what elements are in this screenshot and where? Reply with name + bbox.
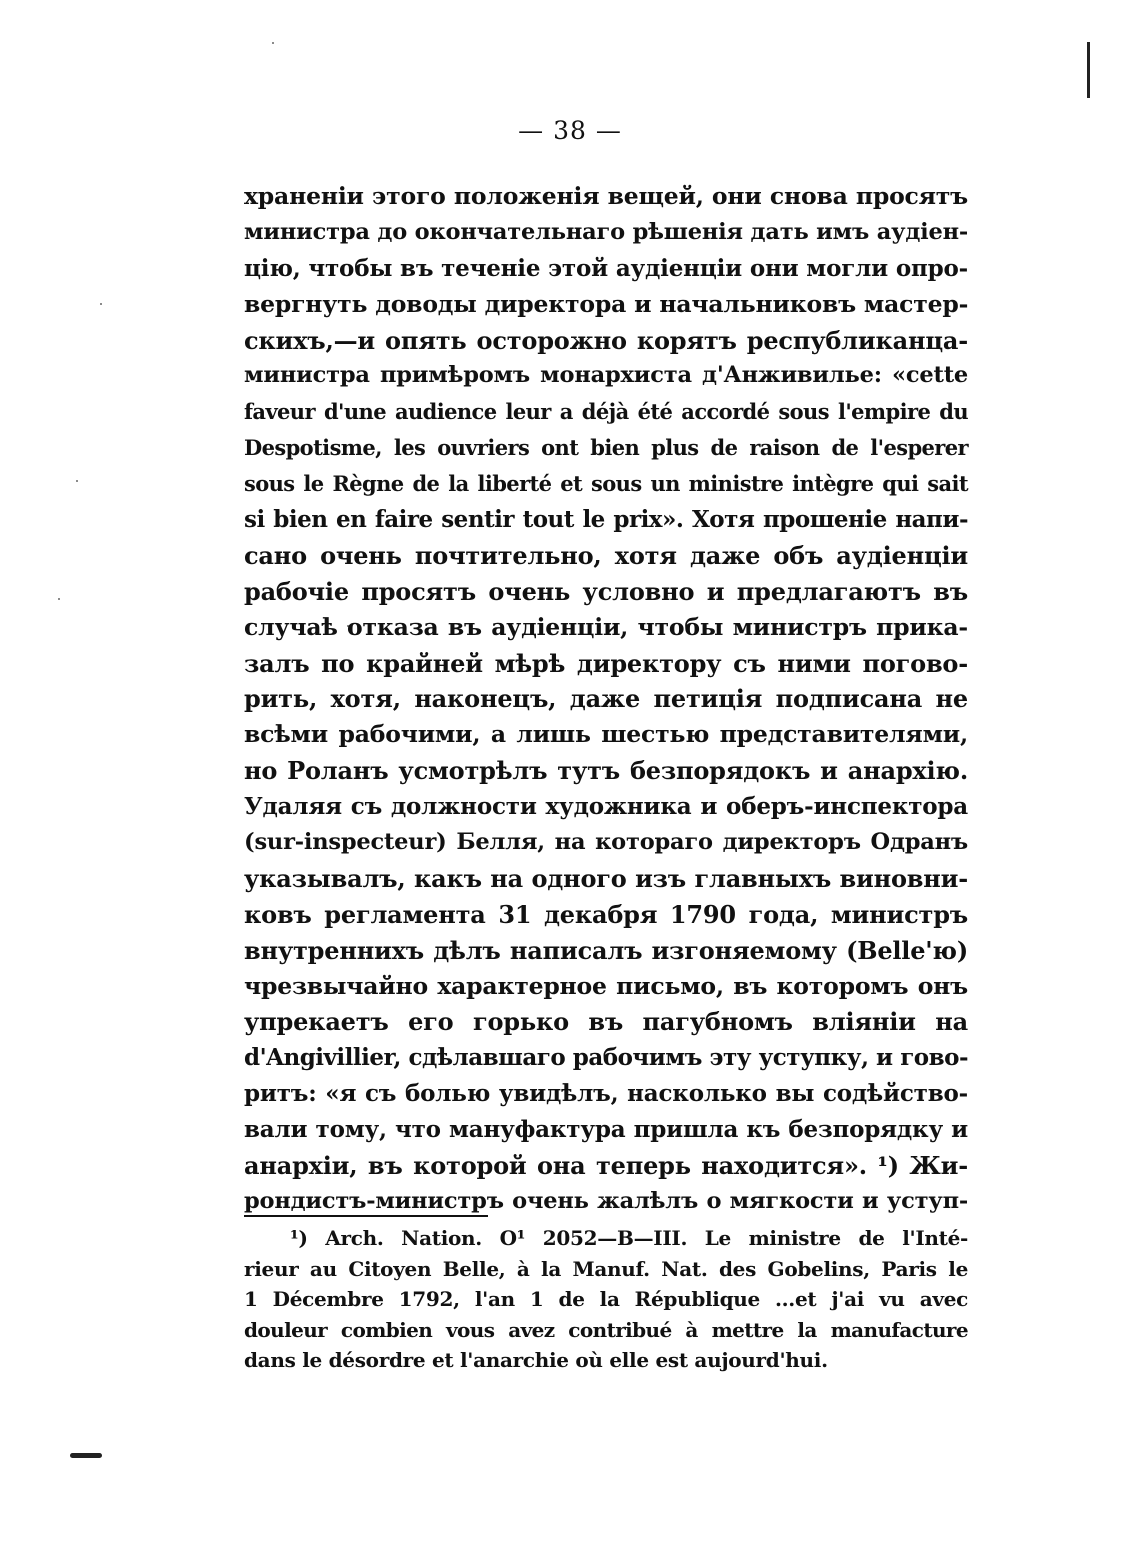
text-line: упрекаетъ его горько въ пагубномъ вліяніи на bbox=[244, 1007, 968, 1037]
text-line: рондистъ-министръ очень жалѣлъ о мягкости и уступ- bbox=[244, 1187, 968, 1214]
text-line: ритъ: «я съ болью увидѣлъ, насколько вы содѣйство- bbox=[244, 1080, 968, 1108]
footnote-line: rieur au Citoyen Belle, à la Manuf. Nat. des Gobelins, Paris le bbox=[244, 1256, 968, 1281]
text-line: (sur-inspecteur) Белля, на котораго директоръ Одранъ bbox=[244, 829, 968, 856]
text-line: министра до окончательнаго рѣшенія дать имъ аудіен- bbox=[244, 218, 968, 245]
text-line: всѣми рабочими, а лишь шестью представителями, bbox=[244, 720, 968, 749]
scan-speck bbox=[76, 480, 78, 482]
text-line: цію, чтобы въ теченіе этой аудіенціи они могли опро- bbox=[244, 254, 968, 282]
text-line: Удаляя съ должности художника и оберъ-инспектора bbox=[244, 793, 968, 821]
scan-margin-mark bbox=[1087, 42, 1090, 98]
text-line: Despotisme, les ouvriers ont bien plus de raison de l'esperer bbox=[244, 435, 968, 461]
body-text bbox=[244, 179, 968, 1220]
text-line: рабочіе просятъ очень условно и предлагаютъ въ bbox=[244, 576, 968, 606]
page-number: — 38 — bbox=[518, 116, 622, 145]
footnote-line: 1 Décembre 1792, l'an 1 de la République ...et j'ai vu avec bbox=[244, 1287, 968, 1312]
text-line: случаѣ отказа въ аудіенціи, чтобы министръ прика- bbox=[244, 612, 968, 641]
scan-speck bbox=[58, 598, 60, 600]
text-line: внутреннихъ дѣлъ написалъ изгоняемому (Belle'ю) bbox=[244, 935, 968, 965]
text-line: министра примѣромъ монархиста д'Анживилье: «cette bbox=[244, 362, 968, 389]
text-line: ковъ регламента 31 декабря 1790 года, министръ bbox=[244, 899, 968, 929]
footnote bbox=[244, 1223, 968, 1376]
text-line: sous le Règne de la liberté et sous un ministre intègre qui sait bbox=[244, 471, 968, 497]
text-line: сано очень почтительно, хотя даже объ аудіенціи bbox=[244, 540, 968, 570]
text-line: faveur d'une audience leur a déjà été accordé sous l'empire du bbox=[244, 399, 968, 425]
text-line: вали тому, что мануфактура пришла къ безпорядку и bbox=[244, 1116, 968, 1144]
text-line: но Роланъ усмотрѣлъ тутъ безпорядокъ и анархію. bbox=[244, 756, 968, 786]
text-line: скихъ,—и опять осторожно корятъ республиканца- bbox=[244, 325, 968, 355]
text-line: залъ по крайней мѣрѣ директору съ ними погово- bbox=[244, 648, 968, 678]
footnote-line: dans le désordre et l'anarchie où elle est aujourd'hui. bbox=[244, 1348, 828, 1373]
text-line: анархіи, въ которой она теперь находится». ¹) Жи- bbox=[244, 1151, 968, 1181]
text-line: d'Angivillier, сдѣлавшаго рабочимъ эту уступку, и гово- bbox=[244, 1044, 968, 1072]
scan-speck bbox=[100, 303, 102, 305]
text-line: указывалъ, какъ на одного изъ главныхъ виновни- bbox=[244, 863, 968, 893]
text-line: рить, хотя, наконецъ, даже петиція подписана не bbox=[244, 684, 968, 714]
text-line: чрезвычайно характерное письмо, въ которомъ онъ bbox=[244, 971, 968, 1000]
scan-speck bbox=[272, 42, 274, 44]
footnote-divider bbox=[244, 1215, 488, 1217]
text-line: храненіи этого положенія вещей, они снова просятъ bbox=[244, 182, 968, 210]
text-line: вергнуть доводы директора и начальниковъ мастер- bbox=[244, 289, 969, 318]
footnote-line: douleur combien vous avez contribué à mettre la manufacture bbox=[244, 1317, 968, 1342]
footnote-line: ¹) Arch. Nation. O¹ 2052—B—III. Le ministre de l'Inté- bbox=[290, 1226, 968, 1250]
text-line: si bien en faire sentir tout le prix». Хотя прошеніе напи- bbox=[244, 506, 968, 534]
scan-ink-smudge bbox=[70, 1453, 102, 1458]
